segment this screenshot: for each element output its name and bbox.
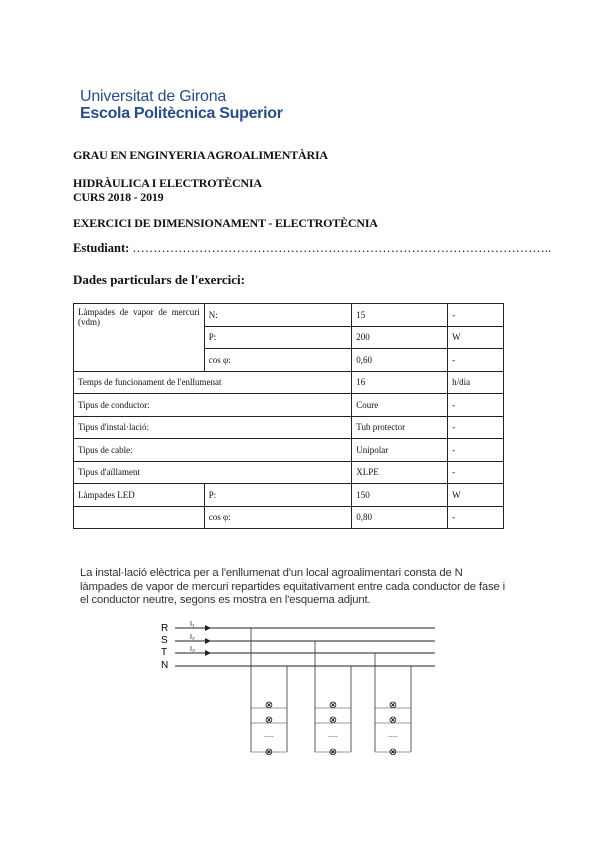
logo-line-1: Universitat de Girona [80, 88, 227, 105]
section-title: Dades particulars de l'exercici: [73, 272, 245, 287]
wiring-schematic [155, 618, 445, 760]
current-label-i1: I₁ [190, 621, 195, 628]
table-row [74, 416, 504, 439]
table-cell: Tub protector [352, 416, 448, 439]
description-paragraph: La instal·lació elèctrica per a l'enllumenat d'un local agroalimentari consta de N làmpades de vapor de mercuri repartides equitativament entre cada conductor de fase i el conductor neutre, segons es mostra en l'esquema adjunt. [80, 567, 505, 606]
table-cell: Tipus d'instal·lació: [74, 416, 352, 439]
degree-title: GRAU EN ENGINYERIA AGROALIMENTÀRIA [73, 148, 328, 162]
table-cell: P: [204, 326, 352, 349]
table-cell: P: [204, 484, 352, 507]
table-cell: - [448, 416, 504, 439]
lamp-group-1 [251, 628, 287, 758]
student-label: Estudiant: [73, 241, 130, 255]
table-cell: N: [204, 304, 352, 327]
university-logo [80, 88, 283, 123]
table-row [74, 439, 504, 462]
arrow-icon [205, 625, 211, 631]
student-line [73, 241, 551, 256]
exercise-title: EXERCICI DE DIMENSIONAMENT - ELECTROTÈCNIA [73, 216, 378, 230]
table-cell: - [448, 439, 504, 462]
table-row [74, 484, 504, 507]
ellipsis: ..... [388, 732, 398, 739]
table-cell: 16 [352, 371, 448, 394]
current-label-i3: I₃ [190, 646, 195, 653]
table-cell: h/dia [448, 371, 504, 394]
table-cell: 15 [352, 304, 448, 327]
table-row [74, 304, 504, 327]
led-lamps-label: Làmpades LED [74, 484, 205, 507]
arrow-icon [205, 650, 211, 656]
table-cell: Coure [352, 394, 448, 417]
table-cell: Temps de funcionament de l'enllumenat [74, 371, 352, 394]
table-cell: - [448, 394, 504, 417]
table-cell: 200 [352, 326, 448, 349]
lamp-icon: ⊗ [328, 715, 338, 726]
student-blank: ……………………………………………………………………………………….. [132, 241, 552, 255]
table-cell: - [448, 304, 504, 327]
lamp-group-3 [375, 653, 411, 758]
table-row [74, 394, 504, 417]
logo-line-2: Escola Politècnica Superior [80, 105, 283, 122]
table-cell: cos φ: [204, 349, 352, 372]
lamp-icon: ⊗ [388, 715, 398, 726]
table-cell: XLPE [352, 461, 448, 484]
line-label-n: N [161, 660, 169, 671]
current-label-i2: I₂ [190, 634, 195, 641]
ellipsis: ..... [264, 732, 274, 739]
table-cell: - [448, 461, 504, 484]
table-cell: W [448, 326, 504, 349]
lamp-icon: ⊗ [264, 700, 274, 711]
table-cell: - [448, 349, 504, 372]
lamp-icon: ⊗ [264, 747, 274, 758]
table-cell: - [448, 506, 504, 529]
table-cell: 0,80 [352, 506, 448, 529]
table-cell: 150 [352, 484, 448, 507]
line-label-s: S [161, 635, 168, 646]
table-cell [74, 506, 205, 529]
table-cell: Tipus de cable: [74, 439, 352, 462]
lamp-icon: ⊗ [264, 715, 274, 726]
table-cell: Tipus d'aïllament [74, 461, 352, 484]
lamp-icon: ⊗ [328, 747, 338, 758]
course-title: CURS 2018 - 2019 [73, 190, 164, 204]
table-cell: W [448, 484, 504, 507]
table-cell: Tipus de conductor: [74, 394, 352, 417]
lamp-group-2 [315, 641, 351, 758]
arrow-icon [205, 638, 211, 644]
parameters-table [73, 303, 504, 529]
subject-title: HIDRÀULICA I ELECTROTÈCNIA [73, 176, 262, 190]
lamp-icon: ⊗ [328, 700, 338, 711]
table-cell: cos φ: [204, 506, 352, 529]
table-row [74, 506, 504, 529]
table-row [74, 461, 504, 484]
lamp-icon: ⊗ [388, 747, 398, 758]
table-cell: Unipolar [352, 439, 448, 462]
line-label-r: R [161, 623, 169, 634]
lamp-icon: ⊗ [388, 700, 398, 711]
table-cell: 0,60 [352, 349, 448, 372]
table-row [74, 371, 504, 394]
ellipsis: ..... [328, 732, 338, 739]
vapor-lamps-label: Làmpades de vapor de mercuri (vdm) [74, 304, 205, 372]
line-label-t: T [161, 647, 168, 658]
